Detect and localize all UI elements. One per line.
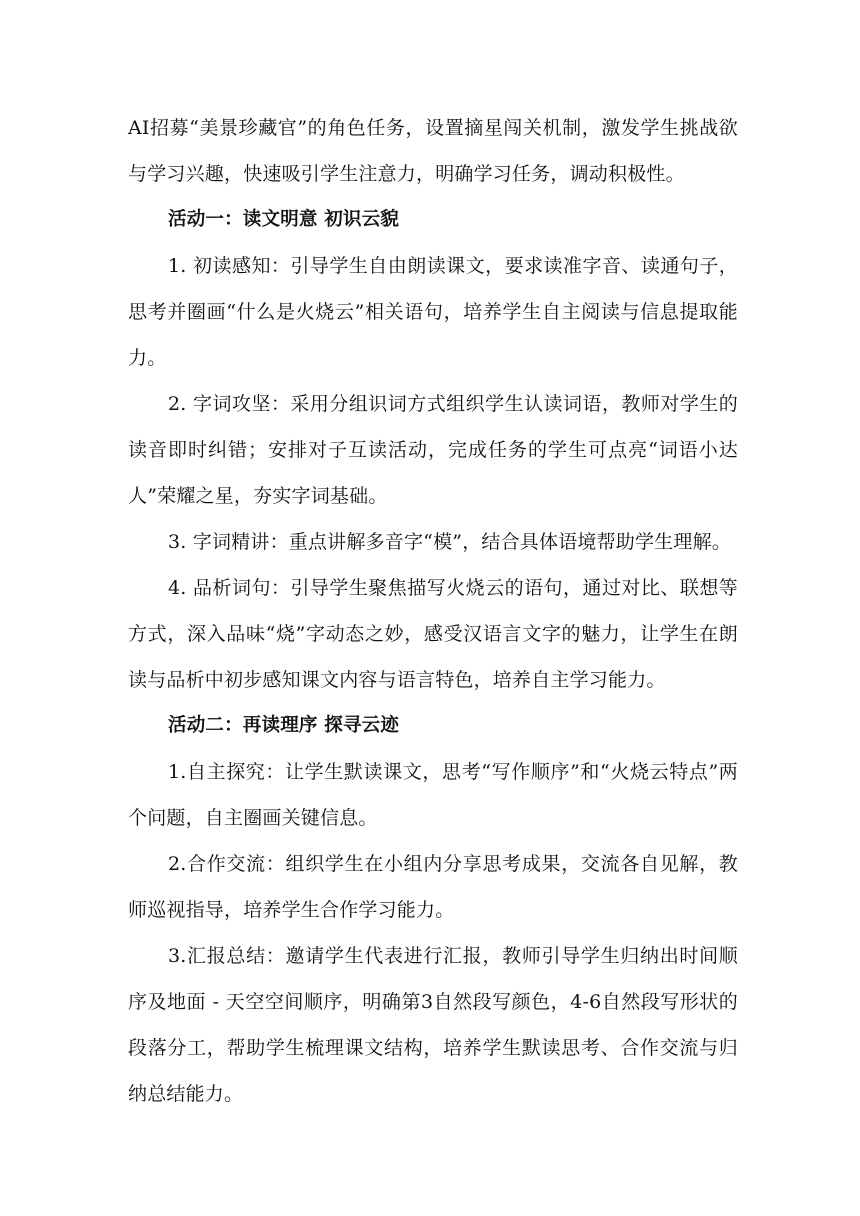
activity-two-step-2: 2.合作交流：组织学生在小组内分享思考成果，交流各自见解，教师巡视指导，培养学生合作学习能力。 — [128, 853, 738, 921]
activity-one-step-2: 2. 字词攻坚：采用分组识词方式组织学生认读词语，教师对学生的读音即时纠错；安排对子互读活动，完成任务的学生可点亮“词语小达人”荣耀之星，夯实字词基础。 — [128, 393, 738, 507]
activity-two-step-1: 1.自主探究：让学生默读课文，思考“写作顺序”和“火烧云特点”两个问题，自主圈画关键信息。 — [128, 761, 738, 829]
document-body — [128, 105, 738, 1117]
activity-one-step-4: 4. 品析词句：引导学生聚焦描写火烧云的语句，通过对比、联想等方式，深入品味“烧”字动态之妙，感受汉语言文字的魅力，让学生在朗读与品析中初步感知课文内容与语言特色，培养自主学习能力。 — [128, 577, 738, 691]
activity-two-step-3: 3.汇报总结：邀请学生代表进行汇报，教师引导学生归纳出时间顺序及地面 - 天空空间顺序，明确第3自然段写颜色，4-6自然段写形状的段落分工，帮助学生梳理课文结构，培养学生默读思考、合作交流与归纳总结能力。 — [128, 945, 738, 1105]
activity-one-step-3: 3. 字词精讲：重点讲解多音字“模”，结合具体语境帮助学生理解。 — [168, 531, 731, 553]
intro-paragraph: AI招募“美景珍藏官”的角色任务，设置摘星闯关机制，激发学生挑战欲与学习兴趣，快速吸引学生注意力，明确学习任务，调动积极性。 — [128, 117, 738, 185]
activity-one-heading: 活动一：读文明意 初识云貌 — [168, 209, 400, 230]
activity-one-step-1: 1. 初读感知：引导学生自由朗读课文，要求读准字音、读通句子，思考并圈画“什么是火烧云”相关语句，培养学生自主阅读与信息提取能力。 — [128, 255, 738, 369]
activity-two-heading: 活动二：再读理序 探寻云迹 — [168, 715, 400, 736]
